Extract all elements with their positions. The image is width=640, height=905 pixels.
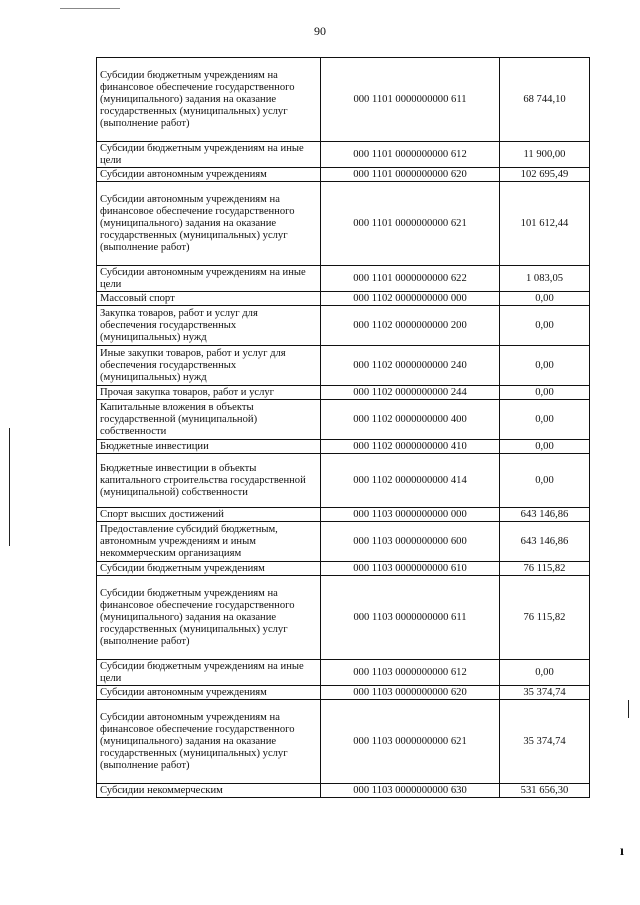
row-name: Субсидии бюджетным учреждениям на иные цели <box>97 142 321 168</box>
row-amount: 101 612,44 <box>500 182 590 266</box>
row-name: Субсидии автономным учреждениям <box>97 686 321 700</box>
table-row <box>97 562 590 576</box>
table-row <box>97 660 590 686</box>
scan-artifact-line <box>60 8 120 9</box>
scan-edge-mark-right <box>628 700 629 718</box>
row-amount: 0,00 <box>500 454 590 508</box>
row-name: Субсидии бюджетным учреждениям <box>97 562 321 576</box>
row-code: 000 1102 0000000000 410 <box>321 440 500 454</box>
table-row <box>97 182 590 266</box>
row-code: 000 1101 0000000000 622 <box>321 266 500 292</box>
row-name: Субсидии бюджетным учреждениям на финансовое обеспечение государственного (муниципального) задания на оказание государственных (муниципальных) услуг (выполнение работ) <box>97 58 321 142</box>
scan-edge-mark-left <box>9 428 10 546</box>
row-name: Субсидии автономным учреждениям <box>97 168 321 182</box>
row-code: 000 1101 0000000000 621 <box>321 182 500 266</box>
row-code: 000 1103 0000000000 610 <box>321 562 500 576</box>
table-row <box>97 576 590 660</box>
row-name: Иные закупки товаров, работ и услуг для обеспечения государственных (муниципальных) нужд <box>97 346 321 386</box>
row-amount: 0,00 <box>500 306 590 346</box>
row-code: 000 1102 0000000000 240 <box>321 346 500 386</box>
row-code: 000 1102 0000000000 244 <box>321 386 500 400</box>
row-code: 000 1101 0000000000 612 <box>321 142 500 168</box>
row-code: 000 1102 0000000000 400 <box>321 400 500 440</box>
row-code: 000 1103 0000000000 612 <box>321 660 500 686</box>
table-row <box>97 700 590 784</box>
row-name: Массовый спорт <box>97 292 321 306</box>
row-name: Субсидии автономным учреждениям на иные цели <box>97 266 321 292</box>
table-row <box>97 400 590 440</box>
row-amount: 35 374,74 <box>500 700 590 784</box>
row-name: Субсидии бюджетным учреждениям на иные цели <box>97 660 321 686</box>
row-code: 000 1103 0000000000 620 <box>321 686 500 700</box>
row-name: Капитальные вложения в объекты государственной (муниципальной) собственности <box>97 400 321 440</box>
row-code: 000 1102 0000000000 200 <box>321 306 500 346</box>
row-name: Бюджетные инвестиции <box>97 440 321 454</box>
table-row <box>97 168 590 182</box>
row-name: Прочая закупка товаров, работ и услуг <box>97 386 321 400</box>
table-row <box>97 522 590 562</box>
table-row <box>97 454 590 508</box>
row-amount: 0,00 <box>500 400 590 440</box>
page-number: 90 <box>314 24 326 38</box>
row-code: 000 1102 0000000000 414 <box>321 454 500 508</box>
row-code: 000 1101 0000000000 620 <box>321 168 500 182</box>
row-name: Субсидии некоммерческим <box>97 784 321 798</box>
row-code: 000 1103 0000000000 621 <box>321 700 500 784</box>
row-name: Предоставление субсидий бюджетным, автономным учреждениям и иным некоммерческим организациям <box>97 522 321 562</box>
table-row <box>97 58 590 142</box>
row-code: 000 1103 0000000000 611 <box>321 576 500 660</box>
table-row <box>97 306 590 346</box>
table-row <box>97 386 590 400</box>
table-row <box>97 346 590 386</box>
table-row <box>97 686 590 700</box>
row-amount: 11 900,00 <box>500 142 590 168</box>
scan-corner-mark: ı <box>620 844 624 859</box>
row-amount: 0,00 <box>500 292 590 306</box>
row-name: Бюджетные инвестиции в объекты капитального строительства государственной (муниципальной) собственности <box>97 454 321 508</box>
row-amount: 35 374,74 <box>500 686 590 700</box>
row-amount: 76 115,82 <box>500 562 590 576</box>
row-amount: 68 744,10 <box>500 58 590 142</box>
row-name: Закупка товаров, работ и услуг для обеспечения государственных (муниципальных) нужд <box>97 306 321 346</box>
row-name: Спорт высших достижений <box>97 508 321 522</box>
row-code: 000 1103 0000000000 630 <box>321 784 500 798</box>
table-row <box>97 266 590 292</box>
budget-table <box>96 57 590 798</box>
row-amount: 0,00 <box>500 386 590 400</box>
row-name: Субсидии автономным учреждениям на финансовое обеспечение государственного (муниципального) задания на оказание государственных (муниципальных) услуг (выполнение работ) <box>97 182 321 266</box>
row-amount: 643 146,86 <box>500 522 590 562</box>
row-amount: 1 083,05 <box>500 266 590 292</box>
row-amount: 531 656,30 <box>500 784 590 798</box>
row-code: 000 1101 0000000000 611 <box>321 58 500 142</box>
row-code: 000 1103 0000000000 000 <box>321 508 500 522</box>
row-amount: 0,00 <box>500 346 590 386</box>
row-amount: 0,00 <box>500 660 590 686</box>
row-amount: 102 695,49 <box>500 168 590 182</box>
row-name: Субсидии бюджетным учреждениям на финансовое обеспечение государственного (муниципального) задания на оказание государственных (муниципальных) услуг (выполнение работ) <box>97 576 321 660</box>
table-row <box>97 784 590 798</box>
table-row <box>97 292 590 306</box>
row-amount: 76 115,82 <box>500 576 590 660</box>
row-amount: 643 146,86 <box>500 508 590 522</box>
budget-table-body <box>97 58 590 798</box>
table-row <box>97 508 590 522</box>
table-row <box>97 142 590 168</box>
row-code: 000 1103 0000000000 600 <box>321 522 500 562</box>
row-amount: 0,00 <box>500 440 590 454</box>
row-name: Субсидии автономным учреждениям на финансовое обеспечение государственного (муниципального) задания на оказание государственных (муниципальных) услуг (выполнение работ) <box>97 700 321 784</box>
row-code: 000 1102 0000000000 000 <box>321 292 500 306</box>
table-row <box>97 440 590 454</box>
